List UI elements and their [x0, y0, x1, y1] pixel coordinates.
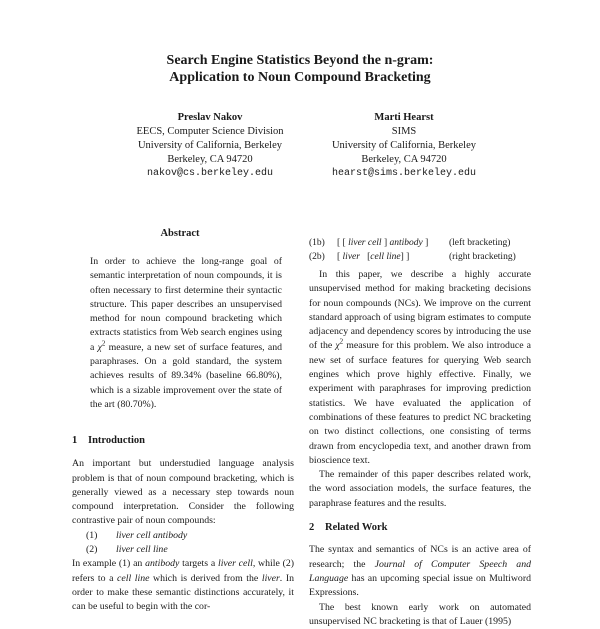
author-block-2 [294, 111, 514, 181]
author-city: Berkeley, CA 94720 [167, 154, 253, 165]
introduction-section [72, 434, 294, 615]
section-heading-related-work: 2 Related Work [309, 522, 388, 534]
author-city: Berkeley, CA 94720 [361, 154, 447, 165]
author-email: hearst@sims.berkeley.edu [331, 168, 477, 179]
section-heading-introduction: 1 Introduction [72, 435, 145, 446]
related-paragraph-2: The best known early work on automated unsupervised NC bracketing is that of Lauer (1995) [309, 601, 531, 627]
author-block-1 [100, 111, 320, 181]
example-1b: (1b) [ [ liver cell ] antibody ] (left bracketing) [309, 238, 511, 248]
abstract-heading: Abstract [160, 228, 200, 239]
paper-title-line-2: Application to Noun Compound Bracketing [169, 70, 431, 85]
author-email: nakov@cs.berkeley.edu [146, 168, 274, 179]
author-university: University of California, Berkeley [137, 140, 283, 151]
chi-symbol: χ [97, 341, 102, 353]
related-paragraph-1: The syntax and semantics of NCs is an active area of research; the Journal of Computer Speech and Language has an upcoming special issue on Multiword Expressions. [309, 544, 531, 599]
intro-paragraph-1: An important but understudied language analysis problem is that of noun compound bracketing, which is generally viewed as a necessary step towards noun compound interpretation. Consider the following contrastive pair of noun compounds: [72, 458, 294, 527]
example-1: (1) liver cell antibody [86, 529, 188, 541]
author-affiliation: SIMS [391, 126, 417, 137]
paper-title-line-1: Search Engine Statistics Beyond the n-gram: [166, 53, 434, 68]
right-paragraph-2: The remainder of this paper describes related work, the word association models, the surface features, the paraphrase features and the results. [309, 469, 531, 509]
author-name: Preslav Nakov [177, 112, 243, 123]
right-paragraph-1: In this paper, we describe a highly accurate unsupervised method for making bracketing decisions for noun compounds (NCs). We improve on the current standard approach of using bigram estimates to compute adjacency and dependency scores by introducing the use of the $\chi^2$ measure for this problem. We also introduce a new set of surface features for querying Web search engines which prove highly effective. Finally, we experiment with paraphrases for improving prediction statistics. We have evaluated the application of combinations of these features to predict NC bracketing on two distinct collections, one consisting of terms drawn from encyclopedia text, and another drawn from bioscience text. [309, 269, 531, 466]
chi-symbol: χ [335, 340, 340, 352]
author-university: University of California, Berkeley [331, 140, 477, 151]
author-affiliation: EECS, Computer Science Division [136, 126, 284, 137]
example-2b: (2b) [ liver [cell line] ] (right bracketing) [309, 251, 516, 262]
intro-paragraph-2: In example (1) an antibody targets a liver cell, while (2) refers to a cell line which is derived from the liver. In order to make these semantic distinctions accurately, it can be useful to begin with the cor- [72, 558, 294, 613]
right-column [309, 237, 531, 629]
abstract-text: In order to achieve the long-range goal of semantic interpretation of noun compounds, it is often necessary to first determine their syntactic structure. This paper describes an unsupervised method for noun compound bracketing which extracts statistics from Web search engines using a $\chi^2$ measure, a new set of surface features, and paraphrases. On a gold standard, the system achieves results of 89.34% (baseline 66.80%), which is a sizable improvement over the state of the art (80.70%). [90, 256, 282, 410]
example-2: (2) liver cell line [86, 544, 168, 556]
author-name: Marti Hearst [374, 112, 434, 123]
